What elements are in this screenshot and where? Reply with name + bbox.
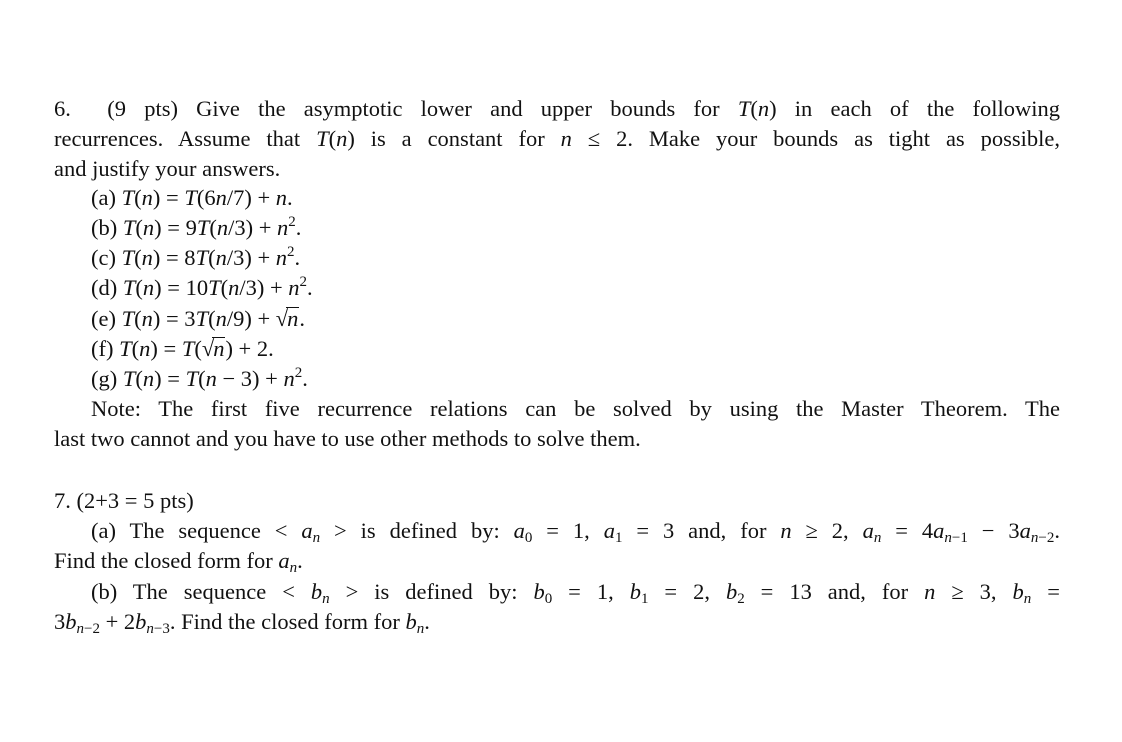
recurrence-a: (a) T(n) = T(6n/7) + n.	[91, 185, 293, 210]
problem7-part-a-line2: Find the closed form for $a_n$.	[54, 548, 303, 576]
problem7-part-b-line1: (b) The sequence < $b_n$ > is defined by: $b_0 = 1$, $b_1 = 2$, $b_2 = 13$ and, for n ≥ 3, $b_n$ =	[91, 579, 1060, 607]
problem6-line1: 6. (9 pts) Give the asymptotic lower and upper bounds for T(n) in each of the following	[54, 96, 1061, 121]
problem7-part-a-line1: (a) The sequence < $a_n$ > is defined by: $a_0 = 1$, $a_1 = 3$ and, for n ≥ 2, $a_n = 4a_{n-1} - 3a_{n-2}$.	[91, 518, 1060, 546]
problem6-line2: recurrences. Assume that T(n) is a constant for n ≤ 2. Make your bounds as tight as possible,	[54, 126, 1060, 151]
recurrence-e: (e) T(n) = 3T(n/9) + √n.	[91, 306, 305, 331]
note-line2: last two cannot and you have to use other methods to solve them.	[54, 426, 641, 451]
recurrence-f: (f) T(n) = T(√n) + 2.	[91, 336, 274, 361]
recurrence-c: (c) $T(n) = 8T(n/3) + n^2$.	[91, 244, 301, 270]
problem7-part-b-line2: $3b_{n-2} + 2b_{n-3}$. Find the closed form for $b_n$.	[54, 609, 430, 637]
recurrence-d: (d) $T(n) = 10T(n/3) + n^2$.	[91, 274, 313, 300]
problem7-heading: 7. (2+3 = 5 pts)	[54, 488, 194, 513]
problem6-line3: and justify your answers.	[54, 156, 281, 181]
recurrence-g: (g) $T(n) = T(n - 3) + n^2$.	[91, 365, 308, 391]
note-line1: Note: The first five recurrence relations can be solved by using the Master Theorem. The	[91, 396, 1060, 421]
recurrence-b: (b) $T(n) = 9T(n/3) + n^2$.	[91, 214, 302, 240]
